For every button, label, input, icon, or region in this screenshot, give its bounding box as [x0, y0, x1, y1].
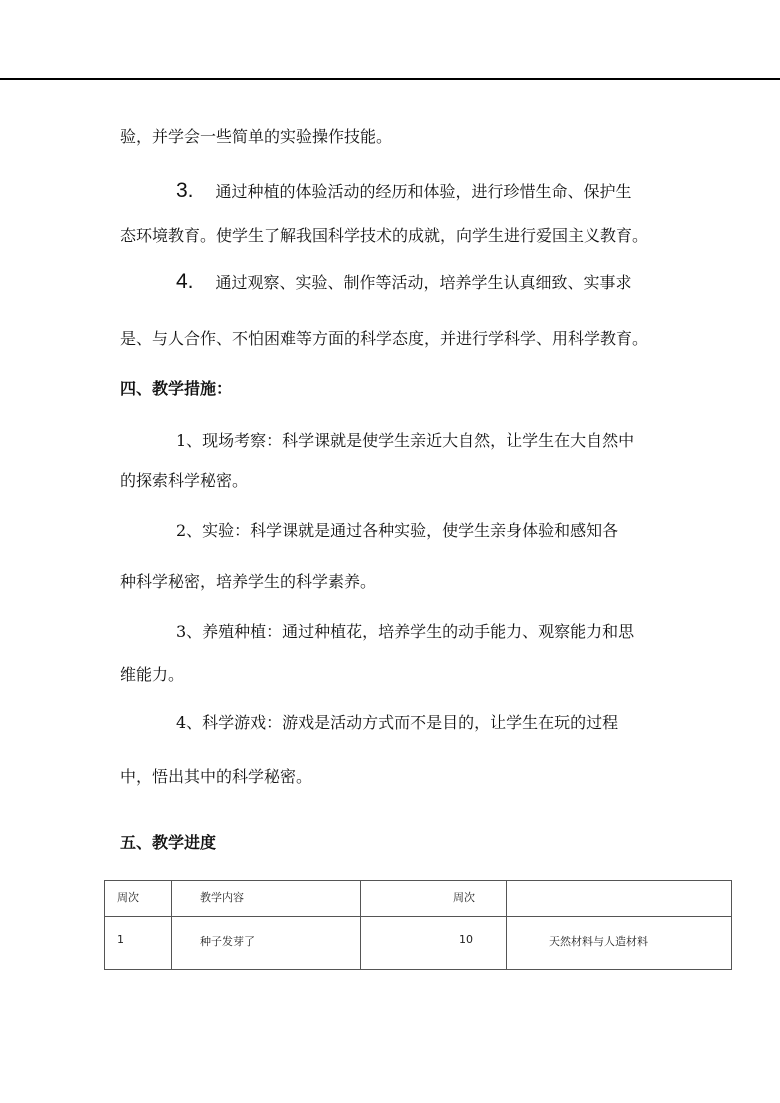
measure-2-line1: 2、实验：科学课就是通过各种实验，使学生亲身体验和感知各 — [176, 521, 619, 540]
table-header-cell: 教学内容 — [172, 881, 361, 917]
section-5-heading: 五、教学进度 — [120, 833, 217, 852]
measure-3-line1: 3、养殖种植：通过种植花，培养学生的动手能力、观察能力和思 — [176, 622, 635, 641]
measure-1-line1: 1、现场考察：科学课就是使学生亲近大自然，让学生在大自然中 — [176, 431, 635, 450]
table-cell: 天然材料与人造材料 — [507, 917, 732, 970]
paragraph-continuation: 验，并学会一些简单的实验操作技能。 — [120, 127, 393, 146]
goal-item-3-number: 3. — [176, 179, 194, 202]
measure-4-line2: 中，悟出其中的科学秘密。 — [120, 767, 313, 786]
table-row — [105, 917, 732, 970]
goal-item-4-line1 — [176, 271, 632, 294]
table-cell: 种子发芽了 — [172, 917, 361, 970]
measure-3-line2: 维能力。 — [120, 665, 185, 684]
goal-item-3-line1 — [176, 180, 632, 203]
measure-4-line1: 4、科学游戏：游戏是活动方式而不是目的，让学生在玩的过程 — [176, 713, 619, 732]
table-cell: 10 — [361, 917, 507, 970]
table-cell: 1 — [105, 917, 172, 970]
goal-item-4-text: 通过观察、实验、制作等活动，培养学生认真细致、实事求 — [215, 273, 632, 292]
goal-item-3-text: 通过种植的体验活动的经历和体验，进行珍惜生命、保护生 — [215, 182, 632, 201]
table-header-cell: 周次 — [105, 881, 172, 917]
section-4-heading: 四、教学措施： — [120, 379, 233, 398]
table-header-cell: 周次 — [361, 881, 507, 917]
header-rule — [0, 78, 780, 80]
measure-1-line2: 的探索科学秘密。 — [120, 471, 249, 490]
goal-item-3-line2: 态环境教育。使学生了解我国科学技术的成就，向学生进行爱国主义教育。 — [120, 226, 649, 245]
schedule-table — [104, 880, 732, 970]
measure-2-line2: 种科学秘密，培养学生的科学素养。 — [120, 572, 377, 591]
goal-item-4-number: 4. — [176, 270, 194, 293]
table-header-cell — [507, 881, 732, 917]
table-header-row — [105, 881, 732, 917]
goal-item-4-line2: 是、与人合作、不怕困难等方面的科学态度，并进行学科学、用科学教育。 — [120, 329, 649, 348]
